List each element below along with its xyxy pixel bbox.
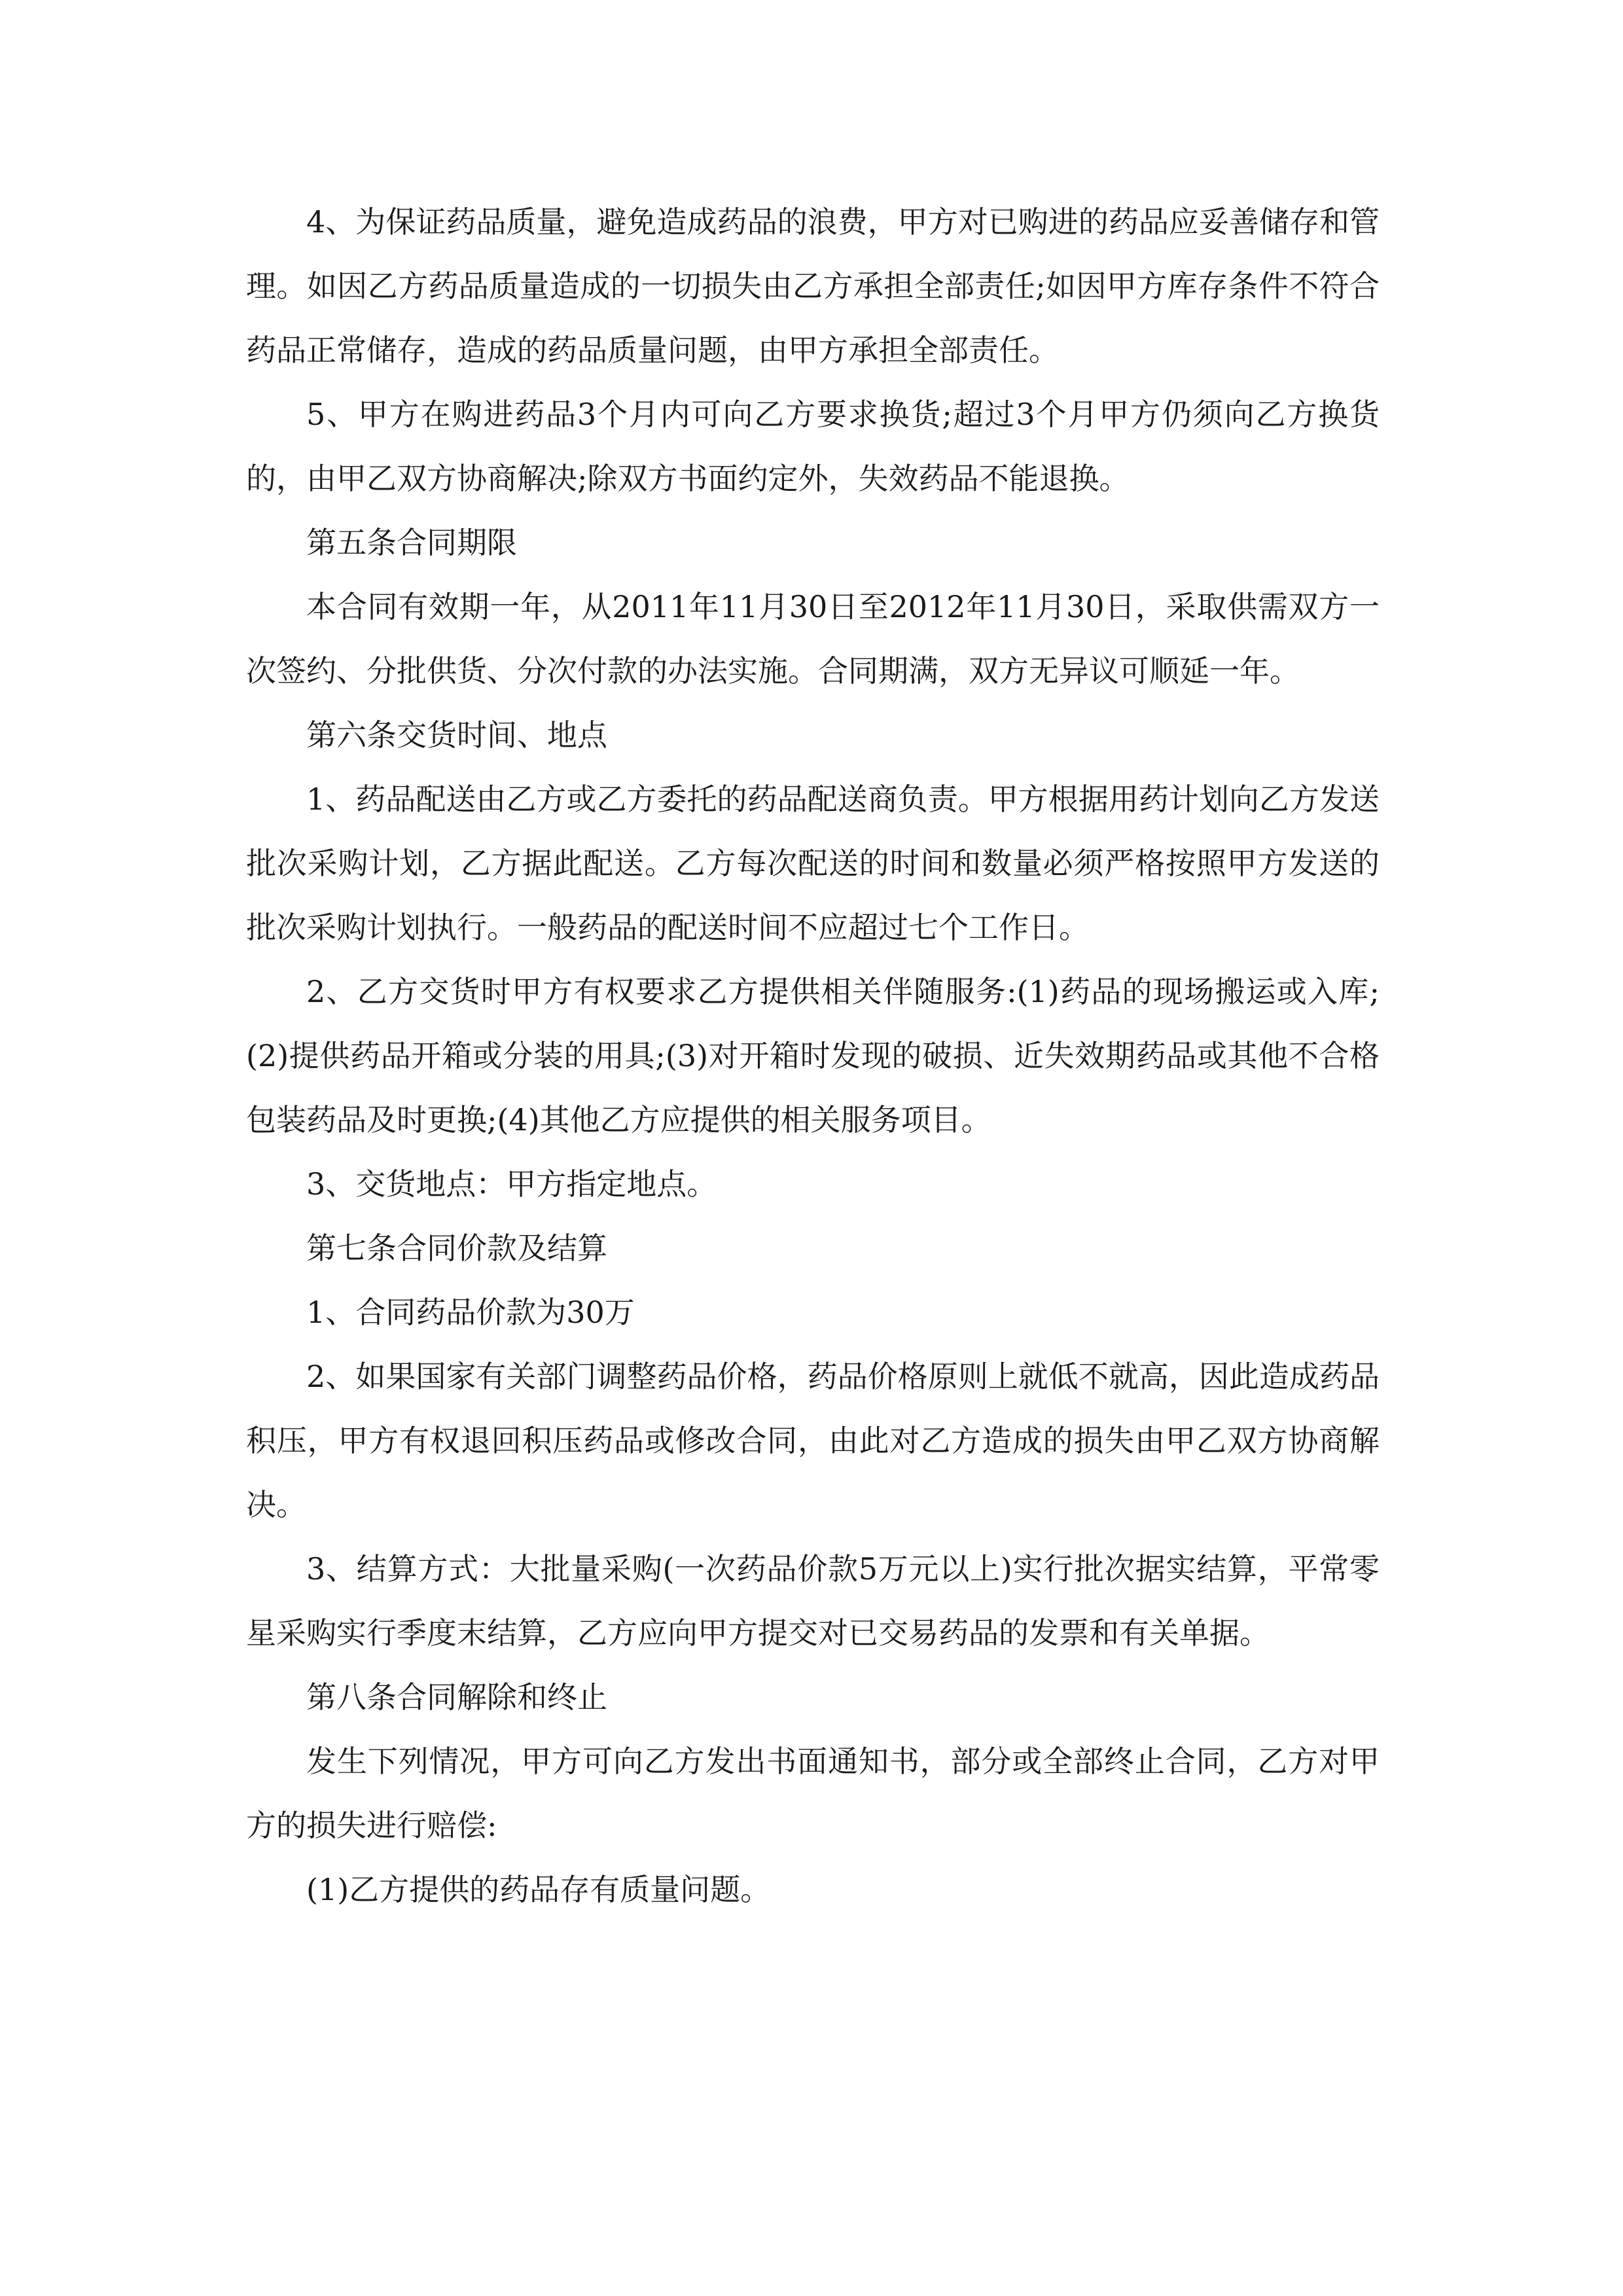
- paragraph-delivery-1: 1、药品配送由乙方或乙方委托的药品配送商负责。甲方根据用药计划向乙方发送批次采购计划，乙方据此配送。乙方每次配送的时间和数量必须严格按照甲方发送的批次采购计划执行。一般药品的配送时间不应超过七个工作日。: [246, 781, 1380, 945]
- paragraph-termination-intro: 发生下列情况，甲方可向乙方发出书面通知书，部分或全部终止合同，乙方对甲方的损失进行赔偿:: [246, 1744, 1380, 1843]
- paragraph-item-5-exchange: 5、甲方在购进药品3个月内可向乙方要求换货;超过3个月甲方仍须向乙方换货的，由甲乙双方协商解决;除双方书面约定外，失效药品不能退换。: [246, 397, 1380, 496]
- paragraph-price-1: 1、合同药品价款为30万: [306, 1295, 635, 1330]
- section-heading-article-8: 第八条合同解除和终止: [306, 1679, 607, 1715]
- section-heading-article-5: 第五条合同期限: [306, 525, 517, 560]
- paragraph-price-2: 2、如果国家有关部门调整药品价格，药品价格原则上就低不就高，因此造成药品积压，甲方有权退回积压药品或修改合同，由此对乙方造成的损失由甲乙双方协商解决。: [246, 1359, 1380, 1522]
- paragraph-delivery-2: 2、乙方交货时甲方有权要求乙方提供相关伴随服务:(1)药品的现场搬运或入库;(2)提供药品开箱或分装的用具;(3)对开箱时发现的破损、近失效期药品或其他不合格包装药品及时更换;(4)其他乙方应提供的相关服务项目。: [246, 974, 1380, 1138]
- paragraph-price-3: 3、结算方式：大批量采购(一次药品价款5万元以上)实行批次据实结算，平常零星采购实行季度末结算，乙方应向甲方提交对已交易药品的发票和有关单据。: [246, 1551, 1380, 1651]
- paragraph-termination-item-1: (1)乙方提供的药品存有质量问题。: [306, 1872, 771, 1907]
- paragraph-delivery-3: 3、交货地点：甲方指定地点。: [306, 1166, 717, 1202]
- paragraph-item-4-drug-storage: 4、为保证药品质量，避免造成药品的浪费，甲方对已购进的药品应妥善储存和管理。如因乙方药品质量造成的一切损失由乙方承担全部责任;如因甲方库存条件不符合药品正常储存，造成的药品质量问题，由甲方承担全部责任。: [246, 204, 1380, 368]
- section-heading-article-6: 第六条交货时间、地点: [306, 717, 607, 753]
- document-body: [246, 190, 1380, 1922]
- paragraph-contract-term: 本合同有效期一年，从2011年11月30日至2012年11月30日，采取供需双方一次签约、分批供货、分次付款的办法实施。合同期满，双方无异议可顺延一年。: [246, 589, 1380, 689]
- section-heading-article-7: 第七条合同价款及结算: [306, 1230, 607, 1266]
